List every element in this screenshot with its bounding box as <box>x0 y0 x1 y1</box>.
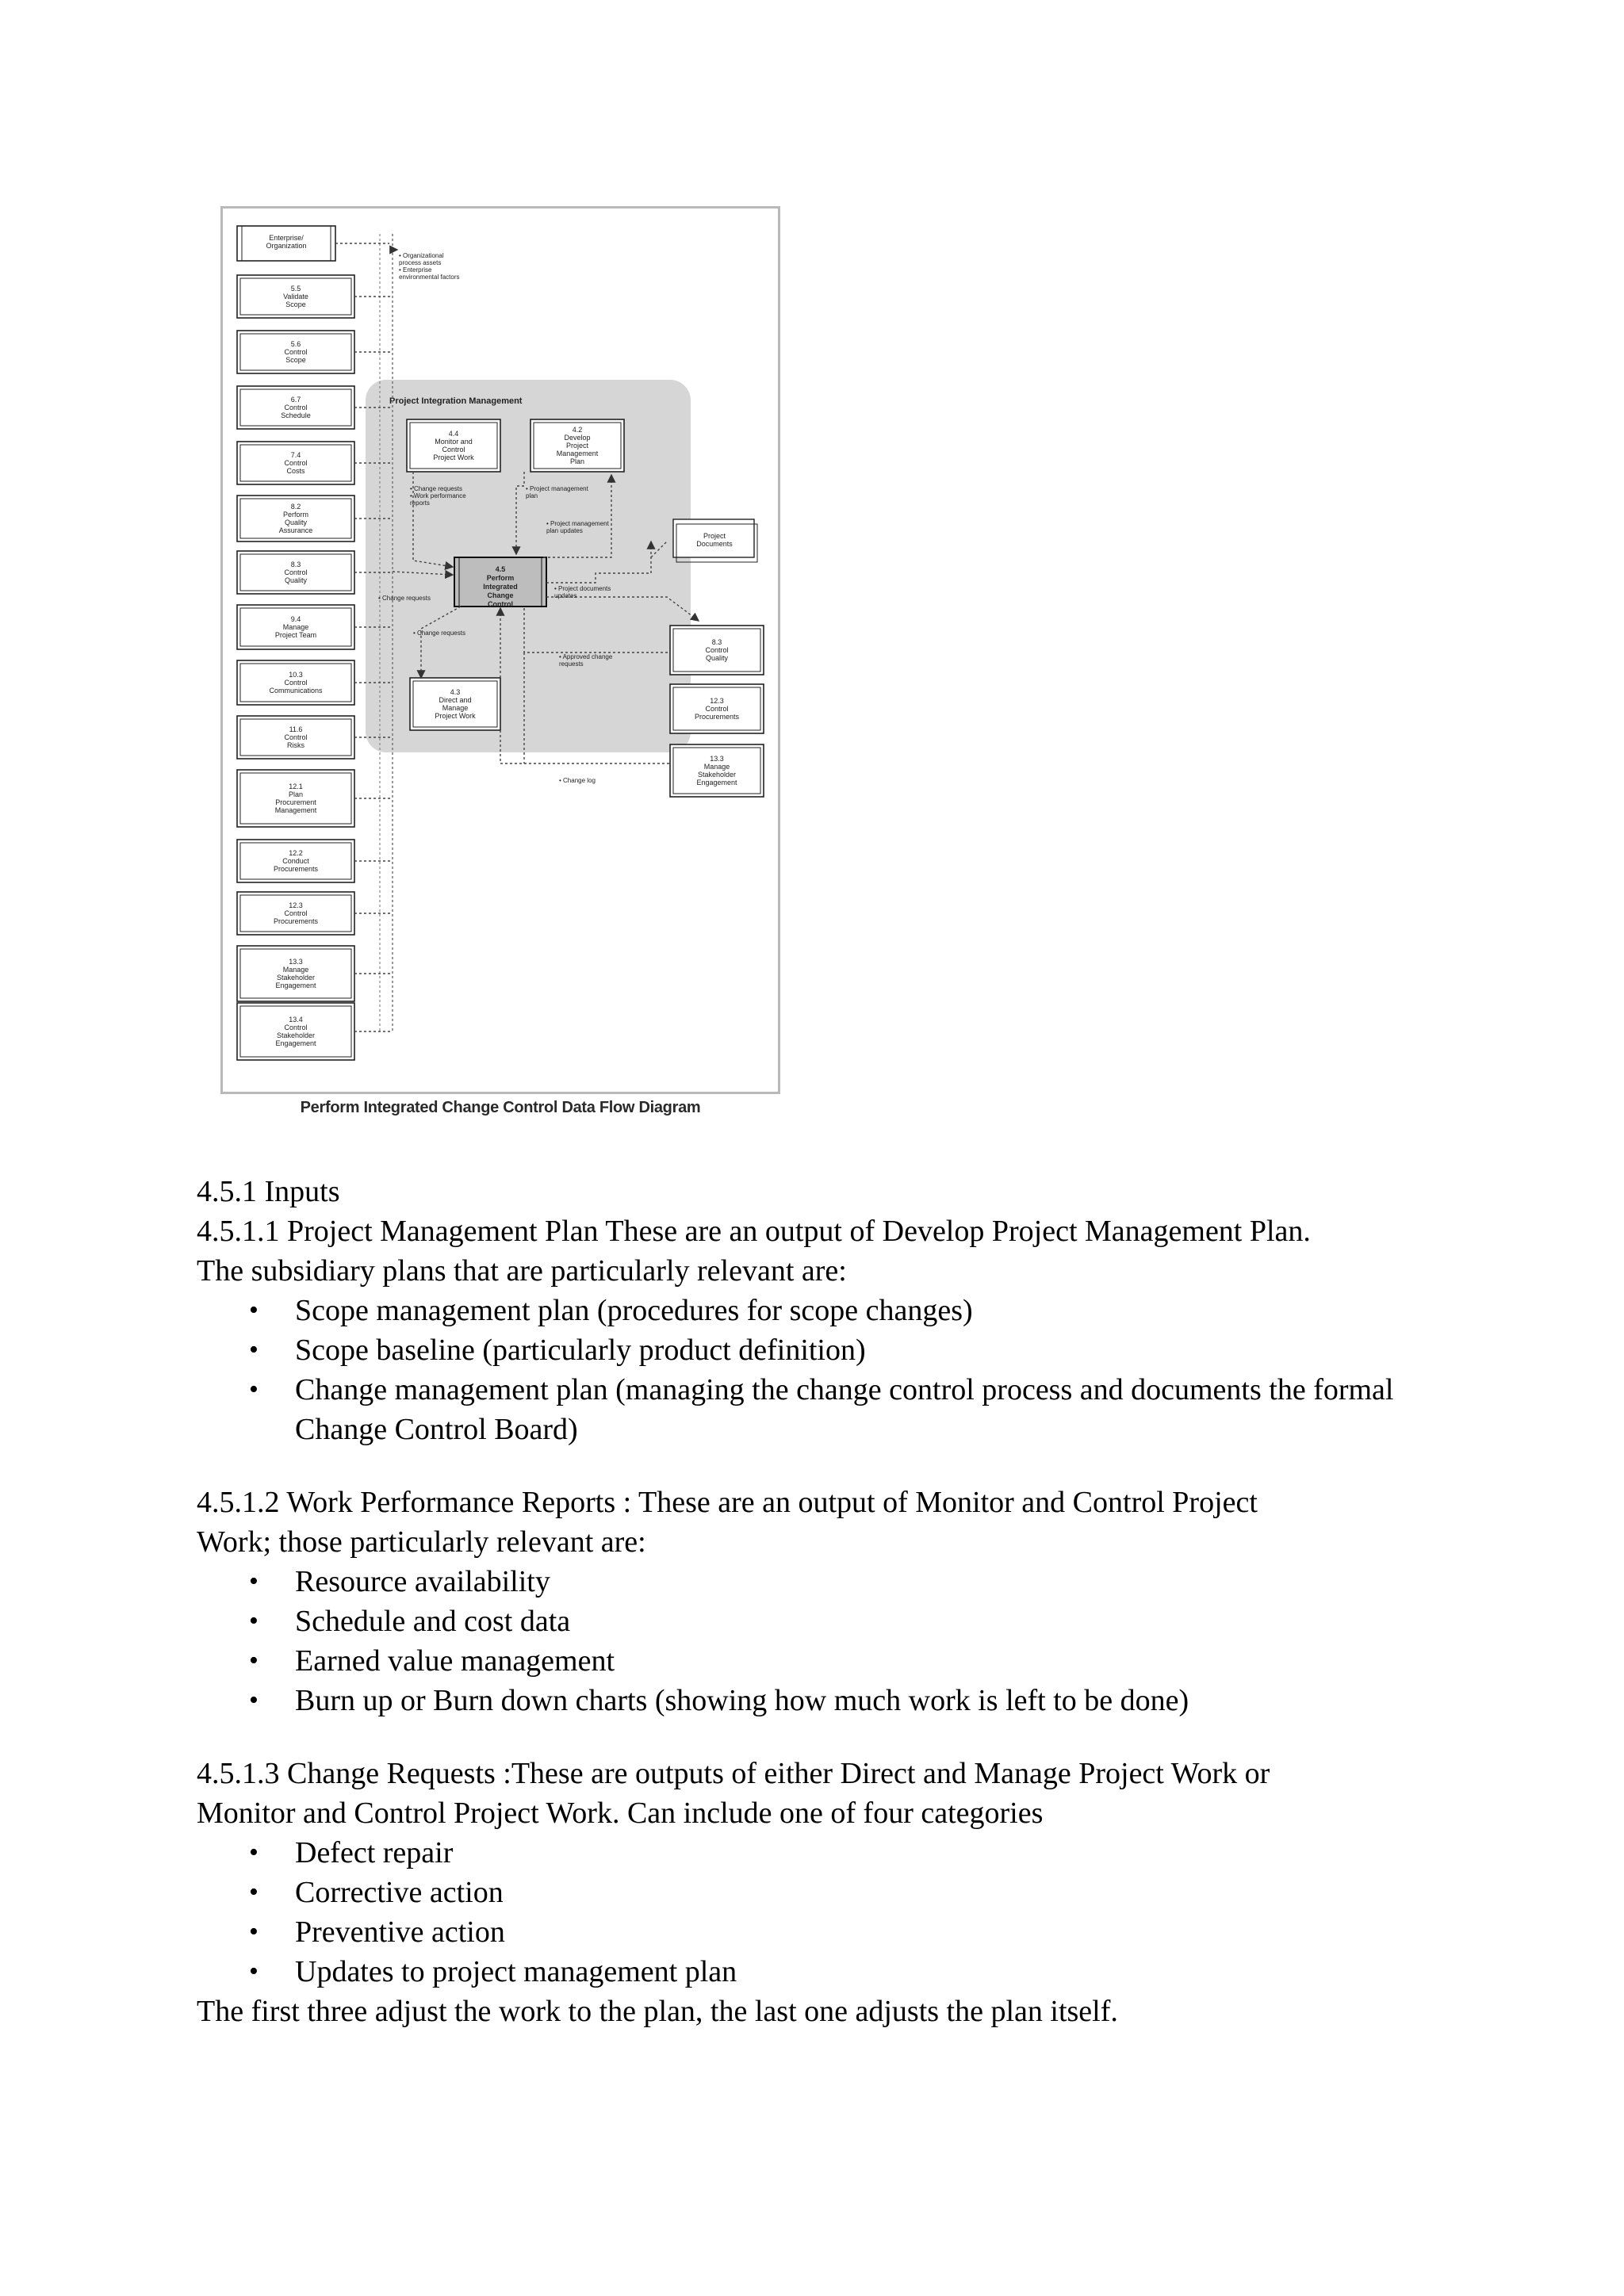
process-number: 9.4 <box>290 615 301 623</box>
process-name: Control <box>284 1024 308 1031</box>
process-name: Direct and <box>439 696 472 704</box>
process-name: Procurement <box>275 798 316 806</box>
process-number: 12.2 <box>289 849 303 857</box>
list-item: • Scope management plan (procedures for scope changes) <box>197 1291 1434 1330</box>
process-name: Manage <box>703 763 730 771</box>
process-name: Control <box>284 909 308 917</box>
bullet-list-wpr <box>197 1562 1434 1720</box>
paragraph-pmp-line2: The subsidiary plans that are particularly relevant are: <box>197 1254 847 1288</box>
process-name: Manage <box>282 623 309 631</box>
process-number: 5.5 <box>290 285 301 293</box>
process-number: 4.2 <box>572 426 583 434</box>
right-process-12-3 <box>670 684 764 733</box>
left-process-8-3 <box>237 551 354 594</box>
process-name: Procurements <box>273 865 319 873</box>
process-name: Project Work <box>433 453 474 461</box>
left-process-8-2 <box>237 496 354 541</box>
process-name: Develop <box>564 434 591 442</box>
process-number: 8.2 <box>290 503 301 511</box>
left-process-13-4 <box>237 1003 354 1060</box>
list-item: • Scope baseline (particularly product definition) <box>197 1330 1434 1370</box>
process-number: 6.7 <box>290 396 301 404</box>
develop-pm-plan-box <box>530 419 624 472</box>
process-name: Manage <box>442 704 469 712</box>
process-number: 12.1 <box>289 783 303 790</box>
list-item: • Schedule and cost data <box>197 1601 1434 1641</box>
process-name: Control <box>284 404 308 411</box>
process-name: Control <box>284 348 308 356</box>
process-name: Stakeholder <box>276 1031 316 1039</box>
list-item: • Change management plan (managing the change control process and documents the formal Change Control Board) <box>197 1370 1434 1449</box>
list-item: • Updates to project management plan <box>197 1952 1434 1992</box>
center-process-text: Control <box>488 600 513 608</box>
direct-manage-project-work-box <box>410 678 500 730</box>
list-item: • Preventive action <box>197 1912 1434 1952</box>
process-name: Stakeholder <box>276 974 316 982</box>
flow-label-text: • Approved change <box>559 653 613 660</box>
bullet-list-cr <box>197 1833 1434 1992</box>
paragraph-cr-line2: Monitor and Control Project Work. Can include one of four categories <box>197 1797 1044 1830</box>
process-name: Communications <box>269 687 323 695</box>
process-name: Quality <box>705 654 729 662</box>
process-number: 5.6 <box>290 340 301 348</box>
left-process-12-1 <box>237 770 354 827</box>
process-number: 8.3 <box>290 561 301 568</box>
process-name: Procurements <box>273 917 319 925</box>
process-name: Control <box>284 679 308 687</box>
paragraph-wpr-line1: 4.5.1.2 Work Performance Reports : These are an output of Monitor and Control Project <box>197 1486 1258 1519</box>
process-name: Monitor and <box>435 438 473 446</box>
flow-label-text: • Change log <box>559 777 596 784</box>
process-number: 12.3 <box>289 901 303 909</box>
list-item: • Resource availability <box>197 1562 1434 1601</box>
group-title: Project Integration Management <box>389 396 523 406</box>
flow-label-text: updates <box>554 592 577 599</box>
enterprise-output-labels <box>399 252 459 281</box>
paragraph-wpr-line2: Work; those particularly relevant are: <box>197 1525 646 1559</box>
center-process-text: Integrated <box>483 583 518 591</box>
center-process-text: 4.5 <box>495 565 506 573</box>
process-number: 13.4 <box>289 1016 303 1024</box>
flow-label-text: reports <box>410 499 430 507</box>
process-name: Quality <box>284 576 308 584</box>
diagram-canvas <box>223 209 778 1092</box>
paragraph-pmp-line1: 4.5.1.1 Project Management Plan These are an output of Develop Project Management Plan. <box>197 1215 1311 1248</box>
flow-label-text: • Change requests <box>410 485 462 492</box>
flow-label-text: • Organizational <box>399 252 444 259</box>
figure-caption: Perform Integrated Change Control Data Flow Diagram <box>300 1099 701 1116</box>
list-item: • Corrective action <box>197 1873 1434 1912</box>
process-name: Control <box>284 459 308 467</box>
process-number: 8.3 <box>711 638 722 646</box>
process-name: Engagement <box>275 1039 316 1047</box>
process-name: Plan <box>288 790 304 798</box>
process-name: Risks <box>287 741 304 749</box>
process-name: Validate <box>283 293 308 300</box>
bullet-list-pmp <box>197 1291 1434 1449</box>
process-name: Costs <box>286 467 305 475</box>
left-process-12-2 <box>237 840 354 882</box>
enterprise-organization-box <box>237 226 335 261</box>
center-process-text: Change <box>487 591 514 599</box>
process-name: Project Work <box>435 712 476 720</box>
process-name: Control <box>284 733 308 741</box>
process-number: 7.4 <box>290 451 301 459</box>
paragraph-cr-line1: 4.5.1.3 Change Requests :These are outputs of either Direct and Manage Project Work or <box>197 1757 1270 1790</box>
flow-label-text: plan <box>526 492 538 499</box>
left-process-11-6 <box>237 716 354 759</box>
enterprise-label: Enterprise/ <box>269 234 304 242</box>
flow-label-text: • Work performance <box>410 492 466 499</box>
process-name: Project Team <box>274 631 317 639</box>
change-requests-left-label <box>378 595 431 602</box>
project-documents-label: Documents <box>696 540 733 548</box>
flow-label-text: plan updates <box>546 527 583 534</box>
process-name: Perform <box>282 511 309 519</box>
process-name: Scope <box>285 300 306 308</box>
flow-label-text: • Change requests <box>413 629 465 637</box>
section-heading-inputs: 4.5.1 Inputs <box>197 1175 340 1208</box>
process-name: Procurements <box>694 713 740 721</box>
process-number: 4.3 <box>450 688 461 696</box>
list-item: • Earned value management <box>197 1641 1434 1681</box>
flow-label-text: • Change requests <box>378 595 431 602</box>
process-name: Engagement <box>275 982 316 989</box>
document-body <box>197 1172 1434 2031</box>
flow-label-text: requests <box>559 660 584 668</box>
left-process-6-7 <box>237 386 354 429</box>
left-process-10-3 <box>237 660 354 705</box>
process-number: 10.3 <box>289 671 303 679</box>
process-name: Control <box>705 705 729 713</box>
flow-label-text: environmental factors <box>399 274 460 281</box>
left-process-13-3 <box>237 946 354 1001</box>
data-flow-diagram <box>220 206 780 1094</box>
project-documents-label: Project <box>703 532 726 540</box>
flow-label-text: • Project management <box>546 520 609 527</box>
process-name: Scope <box>285 356 306 364</box>
process-number: 13.3 <box>710 755 724 763</box>
process-name: Project <box>565 442 589 450</box>
closing-sentence: The first three adjust the work to the plan, the last one adjusts the plan itself. <box>197 1995 1118 2028</box>
flow-label-text: • Project management <box>526 485 588 492</box>
center-process-text: Perform <box>486 574 515 582</box>
process-name: Control <box>442 446 465 453</box>
process-name: Plan <box>569 457 585 465</box>
flow-label-text: • Enterprise <box>399 266 432 274</box>
process-name: Conduct <box>282 857 309 865</box>
process-name: Schedule <box>281 411 311 419</box>
enterprise-label: Organization <box>266 242 307 250</box>
project-documents-shape <box>673 519 757 562</box>
process-name: Engagement <box>696 779 737 786</box>
list-item: • Defect repair <box>197 1833 1434 1873</box>
process-name: Control <box>705 646 729 654</box>
monitor-control-project-work-box <box>407 419 500 472</box>
left-process-9-4 <box>237 605 354 649</box>
process-name: Stakeholder <box>697 771 737 779</box>
perform-integrated-change-control-box <box>454 557 546 608</box>
left-process-5-6 <box>237 331 354 373</box>
process-number: 12.3 <box>710 697 724 705</box>
left-process-7-4 <box>237 442 354 484</box>
process-name: Control <box>284 568 308 576</box>
change-log-label <box>559 777 596 784</box>
process-number: 4.4 <box>448 430 459 438</box>
list-item: • Burn up or Burn down charts (showing how much work is left to be done) <box>197 1681 1434 1720</box>
process-number: 13.3 <box>289 958 303 966</box>
process-name: Quality <box>284 519 308 526</box>
left-process-12-3 <box>237 892 354 935</box>
left-process-5-5 <box>237 275 354 318</box>
process-name: Assurance <box>278 526 313 534</box>
process-name: Management <box>556 450 599 457</box>
flow-label-text: • Project documents <box>554 585 611 592</box>
process-number: 11.6 <box>289 725 303 733</box>
process-name: Management <box>274 806 317 814</box>
process-name: Manage <box>282 966 309 974</box>
right-process-8-3 <box>670 626 764 675</box>
flow-label-text: process assets <box>399 259 442 266</box>
right-process-13-3 <box>670 744 764 797</box>
